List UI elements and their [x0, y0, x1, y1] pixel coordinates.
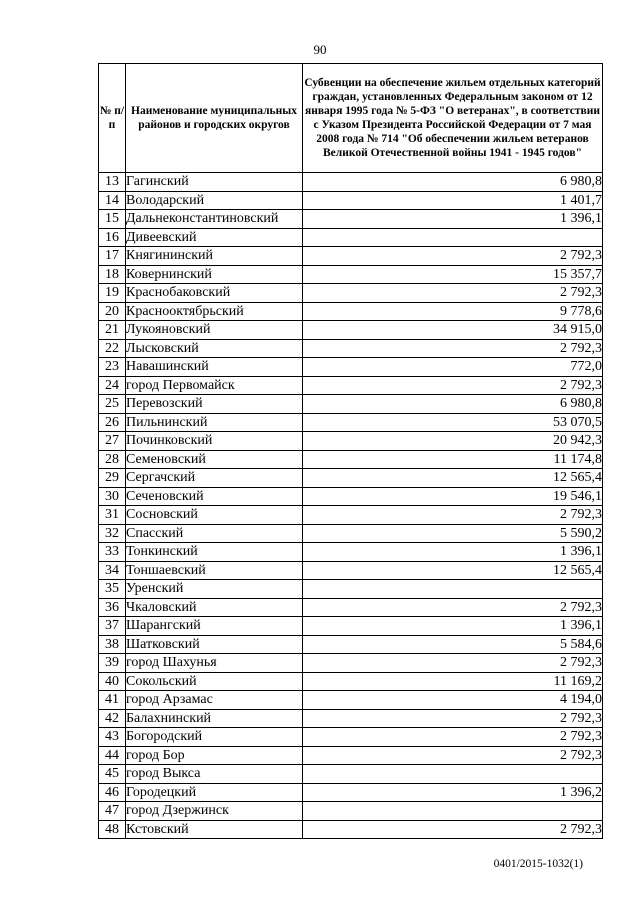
table-row [99, 635, 603, 654]
row-value: 2 792,3 [303, 709, 603, 728]
row-number: 43 [99, 728, 126, 747]
row-value: 19 546,1 [303, 487, 603, 506]
row-name: Перевозский [126, 395, 303, 414]
row-number: 30 [99, 487, 126, 506]
table-row [99, 376, 603, 395]
table-row [99, 709, 603, 728]
row-name: Сергачский [126, 469, 303, 488]
row-name: Городецкий [126, 783, 303, 802]
row-value: 6 980,8 [303, 395, 603, 414]
row-value: 15 357,7 [303, 265, 603, 284]
row-number: 18 [99, 265, 126, 284]
row-value: 1 396,1 [303, 543, 603, 562]
row-number: 16 [99, 228, 126, 247]
row-number: 15 [99, 210, 126, 229]
row-number: 40 [99, 672, 126, 691]
row-value: 2 792,3 [303, 339, 603, 358]
row-number: 44 [99, 746, 126, 765]
row-value: 1 396,1 [303, 617, 603, 636]
row-value [303, 228, 603, 247]
row-number: 23 [99, 358, 126, 377]
row-name: город Выкса [126, 765, 303, 784]
row-value: 4 194,0 [303, 691, 603, 710]
row-value: 2 792,3 [303, 284, 603, 303]
document-code: 0401/2015-1032(1) [493, 858, 583, 870]
row-value [303, 802, 603, 821]
row-name: город Арзамас [126, 691, 303, 710]
header-row [99, 64, 603, 173]
row-value: 2 792,3 [303, 247, 603, 266]
row-value: 2 792,3 [303, 598, 603, 617]
row-number: 29 [99, 469, 126, 488]
table-row [99, 432, 603, 451]
table-row [99, 265, 603, 284]
row-value: 12 565,4 [303, 561, 603, 580]
row-name: город Первомайск [126, 376, 303, 395]
table-row [99, 284, 603, 303]
row-value: 2 792,3 [303, 654, 603, 673]
row-name: Чкаловский [126, 598, 303, 617]
row-number: 34 [99, 561, 126, 580]
table-row [99, 247, 603, 266]
table-row [99, 339, 603, 358]
row-name: Дивеевский [126, 228, 303, 247]
table-row [99, 173, 603, 192]
row-value: 5 590,2 [303, 524, 603, 543]
header-name: Наименование муниципальных районов и городских округов [126, 64, 303, 173]
row-name: Спасский [126, 524, 303, 543]
row-name: Гагинский [126, 173, 303, 192]
row-number: 25 [99, 395, 126, 414]
table-row [99, 321, 603, 340]
row-value [303, 580, 603, 599]
row-name: Лукояновский [126, 321, 303, 340]
row-name: Краснобаковский [126, 284, 303, 303]
table-row [99, 543, 603, 562]
row-number: 27 [99, 432, 126, 451]
row-number: 48 [99, 820, 126, 839]
row-name: Балахнинский [126, 709, 303, 728]
row-name: Пильнинский [126, 413, 303, 432]
table-row [99, 524, 603, 543]
table-row [99, 228, 603, 247]
row-name: город Шахунья [126, 654, 303, 673]
row-name: город Бор [126, 746, 303, 765]
row-number: 19 [99, 284, 126, 303]
row-name: Починковский [126, 432, 303, 451]
row-value: 6 980,8 [303, 173, 603, 192]
header-number: № п/п [99, 64, 126, 173]
row-name: Дальнеконстантиновский [126, 210, 303, 229]
subsidy-table [98, 63, 603, 839]
row-name: Тоншаевский [126, 561, 303, 580]
row-value: 2 792,3 [303, 376, 603, 395]
row-number: 36 [99, 598, 126, 617]
table-row [99, 672, 603, 691]
table-header [99, 64, 603, 173]
row-name: Сеченовский [126, 487, 303, 506]
row-number: 39 [99, 654, 126, 673]
row-value: 5 584,6 [303, 635, 603, 654]
row-name: Ковернинский [126, 265, 303, 284]
row-number: 42 [99, 709, 126, 728]
row-name: Сосновский [126, 506, 303, 525]
row-value: 53 070,5 [303, 413, 603, 432]
table-row [99, 654, 603, 673]
row-name: Княгининский [126, 247, 303, 266]
row-number: 17 [99, 247, 126, 266]
row-value: 1 401,7 [303, 191, 603, 210]
table-row [99, 728, 603, 747]
row-number: 38 [99, 635, 126, 654]
table-row [99, 395, 603, 414]
row-name: Шарангский [126, 617, 303, 636]
table-row [99, 450, 603, 469]
row-number: 20 [99, 302, 126, 321]
row-number: 26 [99, 413, 126, 432]
row-value: 2 792,3 [303, 728, 603, 747]
row-name: Уренский [126, 580, 303, 599]
row-name: Володарский [126, 191, 303, 210]
table-row [99, 783, 603, 802]
row-number: 22 [99, 339, 126, 358]
table-row [99, 469, 603, 488]
row-number: 13 [99, 173, 126, 192]
row-value: 2 792,3 [303, 820, 603, 839]
table-row [99, 210, 603, 229]
table-row [99, 191, 603, 210]
row-number: 41 [99, 691, 126, 710]
row-name: Навашинский [126, 358, 303, 377]
table-row [99, 302, 603, 321]
row-name: Шатковский [126, 635, 303, 654]
row-value: 2 792,3 [303, 746, 603, 765]
table-body [99, 173, 603, 839]
table-row [99, 598, 603, 617]
row-number: 24 [99, 376, 126, 395]
row-name: Краснооктябрьский [126, 302, 303, 321]
table-row [99, 820, 603, 839]
table-row [99, 802, 603, 821]
table-row [99, 487, 603, 506]
row-name: Тонкинский [126, 543, 303, 562]
row-value: 772,0 [303, 358, 603, 377]
row-value: 2 792,3 [303, 506, 603, 525]
row-value: 11 169,2 [303, 672, 603, 691]
row-value: 20 942,3 [303, 432, 603, 451]
table-row [99, 617, 603, 636]
row-number: 33 [99, 543, 126, 562]
row-number: 14 [99, 191, 126, 210]
row-value: 34 915,0 [303, 321, 603, 340]
row-number: 45 [99, 765, 126, 784]
table-row [99, 580, 603, 599]
table-row [99, 561, 603, 580]
row-number: 28 [99, 450, 126, 469]
row-value: 1 396,2 [303, 783, 603, 802]
page-number: 90 [313, 42, 327, 57]
table-row [99, 358, 603, 377]
row-number: 35 [99, 580, 126, 599]
row-number: 21 [99, 321, 126, 340]
row-number: 46 [99, 783, 126, 802]
row-name: Лысковский [126, 339, 303, 358]
table-row [99, 413, 603, 432]
row-name: Сокольский [126, 672, 303, 691]
row-name: Семеновский [126, 450, 303, 469]
row-value [303, 765, 603, 784]
row-name: Богородский [126, 728, 303, 747]
table-row [99, 746, 603, 765]
row-number: 31 [99, 506, 126, 525]
row-value: 9 778,6 [303, 302, 603, 321]
row-value: 11 174,8 [303, 450, 603, 469]
row-value: 12 565,4 [303, 469, 603, 488]
header-value: Субвенции на обеспечение жильем отдельных категорий граждан, установленных Федеральным законом от 12 января 1995 года № 5-ФЗ "О ветеранах", в соответствии с Указом Президента Российской Федерации от 7 мая 2008 года № 714 "Об обеспечении жильем ветеранов Великой Отечественной войны 1941 - 1945 годов" [303, 64, 603, 173]
table-row [99, 506, 603, 525]
row-number: 37 [99, 617, 126, 636]
row-name: город Дзержинск [126, 802, 303, 821]
table-row [99, 765, 603, 784]
table-row [99, 691, 603, 710]
row-value: 1 396,1 [303, 210, 603, 229]
row-number: 32 [99, 524, 126, 543]
row-name: Кстовский [126, 820, 303, 839]
row-number: 47 [99, 802, 126, 821]
